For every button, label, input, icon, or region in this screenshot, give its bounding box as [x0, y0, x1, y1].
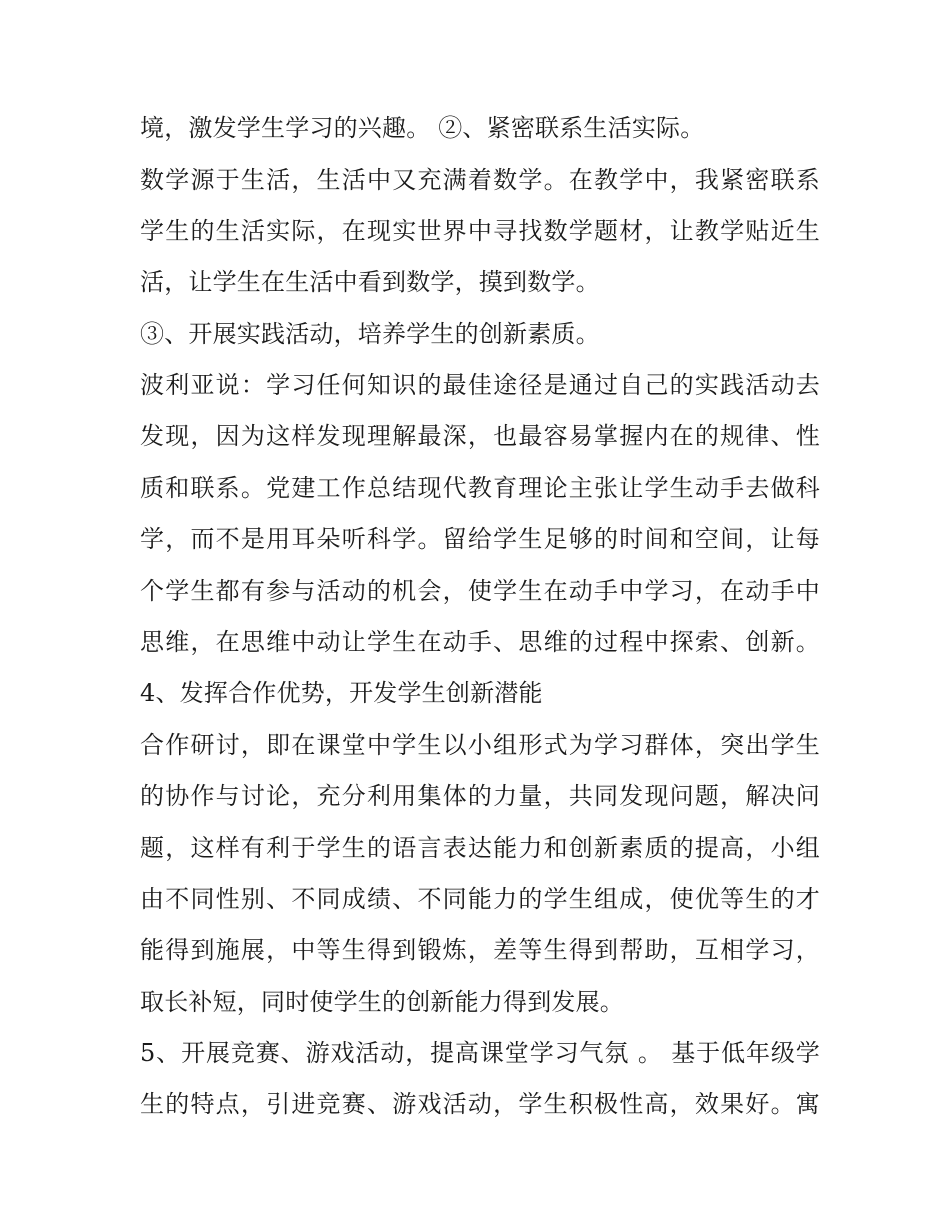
- text-line: 题，这样有利于学生的语言表达能力和创新素质的提高，小组: [140, 834, 820, 862]
- text-line: 境，激发学生学习的兴趣。 ②、紧密联系生活实际。: [140, 114, 705, 142]
- text-line: 波利亚说：学习任何知识的最佳途径是通过自己的实践活动去: [140, 371, 820, 399]
- text-line: 生的特点，引进竞赛、游戏活动，学生积极性高，效果好。寓: [140, 1090, 820, 1118]
- section-heading: 4、发挥合作优势，开发学生创新潜能: [140, 679, 543, 707]
- text-line: 学生的生活实际，在现实世界中寻找数学题材，让教学贴近生: [140, 217, 820, 245]
- text-line: 学，而不是用耳朵听科学。留给学生足够的时间和空间，让每: [140, 525, 820, 553]
- text-line: 个学生都有参与活动的机会，使学生在动手中学习，在动手中: [140, 577, 820, 605]
- section-heading: 5、开展竞赛、游戏活动，提高课堂学习气氛 。 基于低年级学: [140, 1039, 820, 1067]
- text-line: 取长补短，同时使学生的创新能力得到发展。: [140, 988, 624, 1016]
- text-line: 合作研讨，即在课堂中学生以小组形式为学习群体，突出学生: [140, 731, 820, 759]
- text-line: 由不同性别、不同成绩、不同能力的学生组成，使优等生的才: [140, 885, 820, 913]
- text-line: 思维，在思维中动让学生在动手、思维的过程中探索、创新。: [140, 628, 820, 656]
- text-line: 发现，因为这样发现理解最深，也最容易掌握内在的规律、性: [140, 422, 820, 450]
- text-line: 质和联系。党建工作总结现代教育理论主张让学生动手去做科: [140, 474, 820, 502]
- section-heading: ③、开展实践活动，培养学生的创新素质。: [140, 320, 600, 348]
- text-line: 的协作与讨论，充分利用集体的力量，共同发现问题，解决问: [140, 782, 820, 810]
- text-line: 活，让学生在生活中看到数学，摸到数学。: [140, 268, 600, 296]
- text-line: 数学源于生活，生活中又充满着数学。在教学中，我紧密联系: [140, 166, 820, 194]
- text-line: 能得到施展，中等生得到锻炼，差等生得到帮助，互相学习，: [140, 936, 820, 964]
